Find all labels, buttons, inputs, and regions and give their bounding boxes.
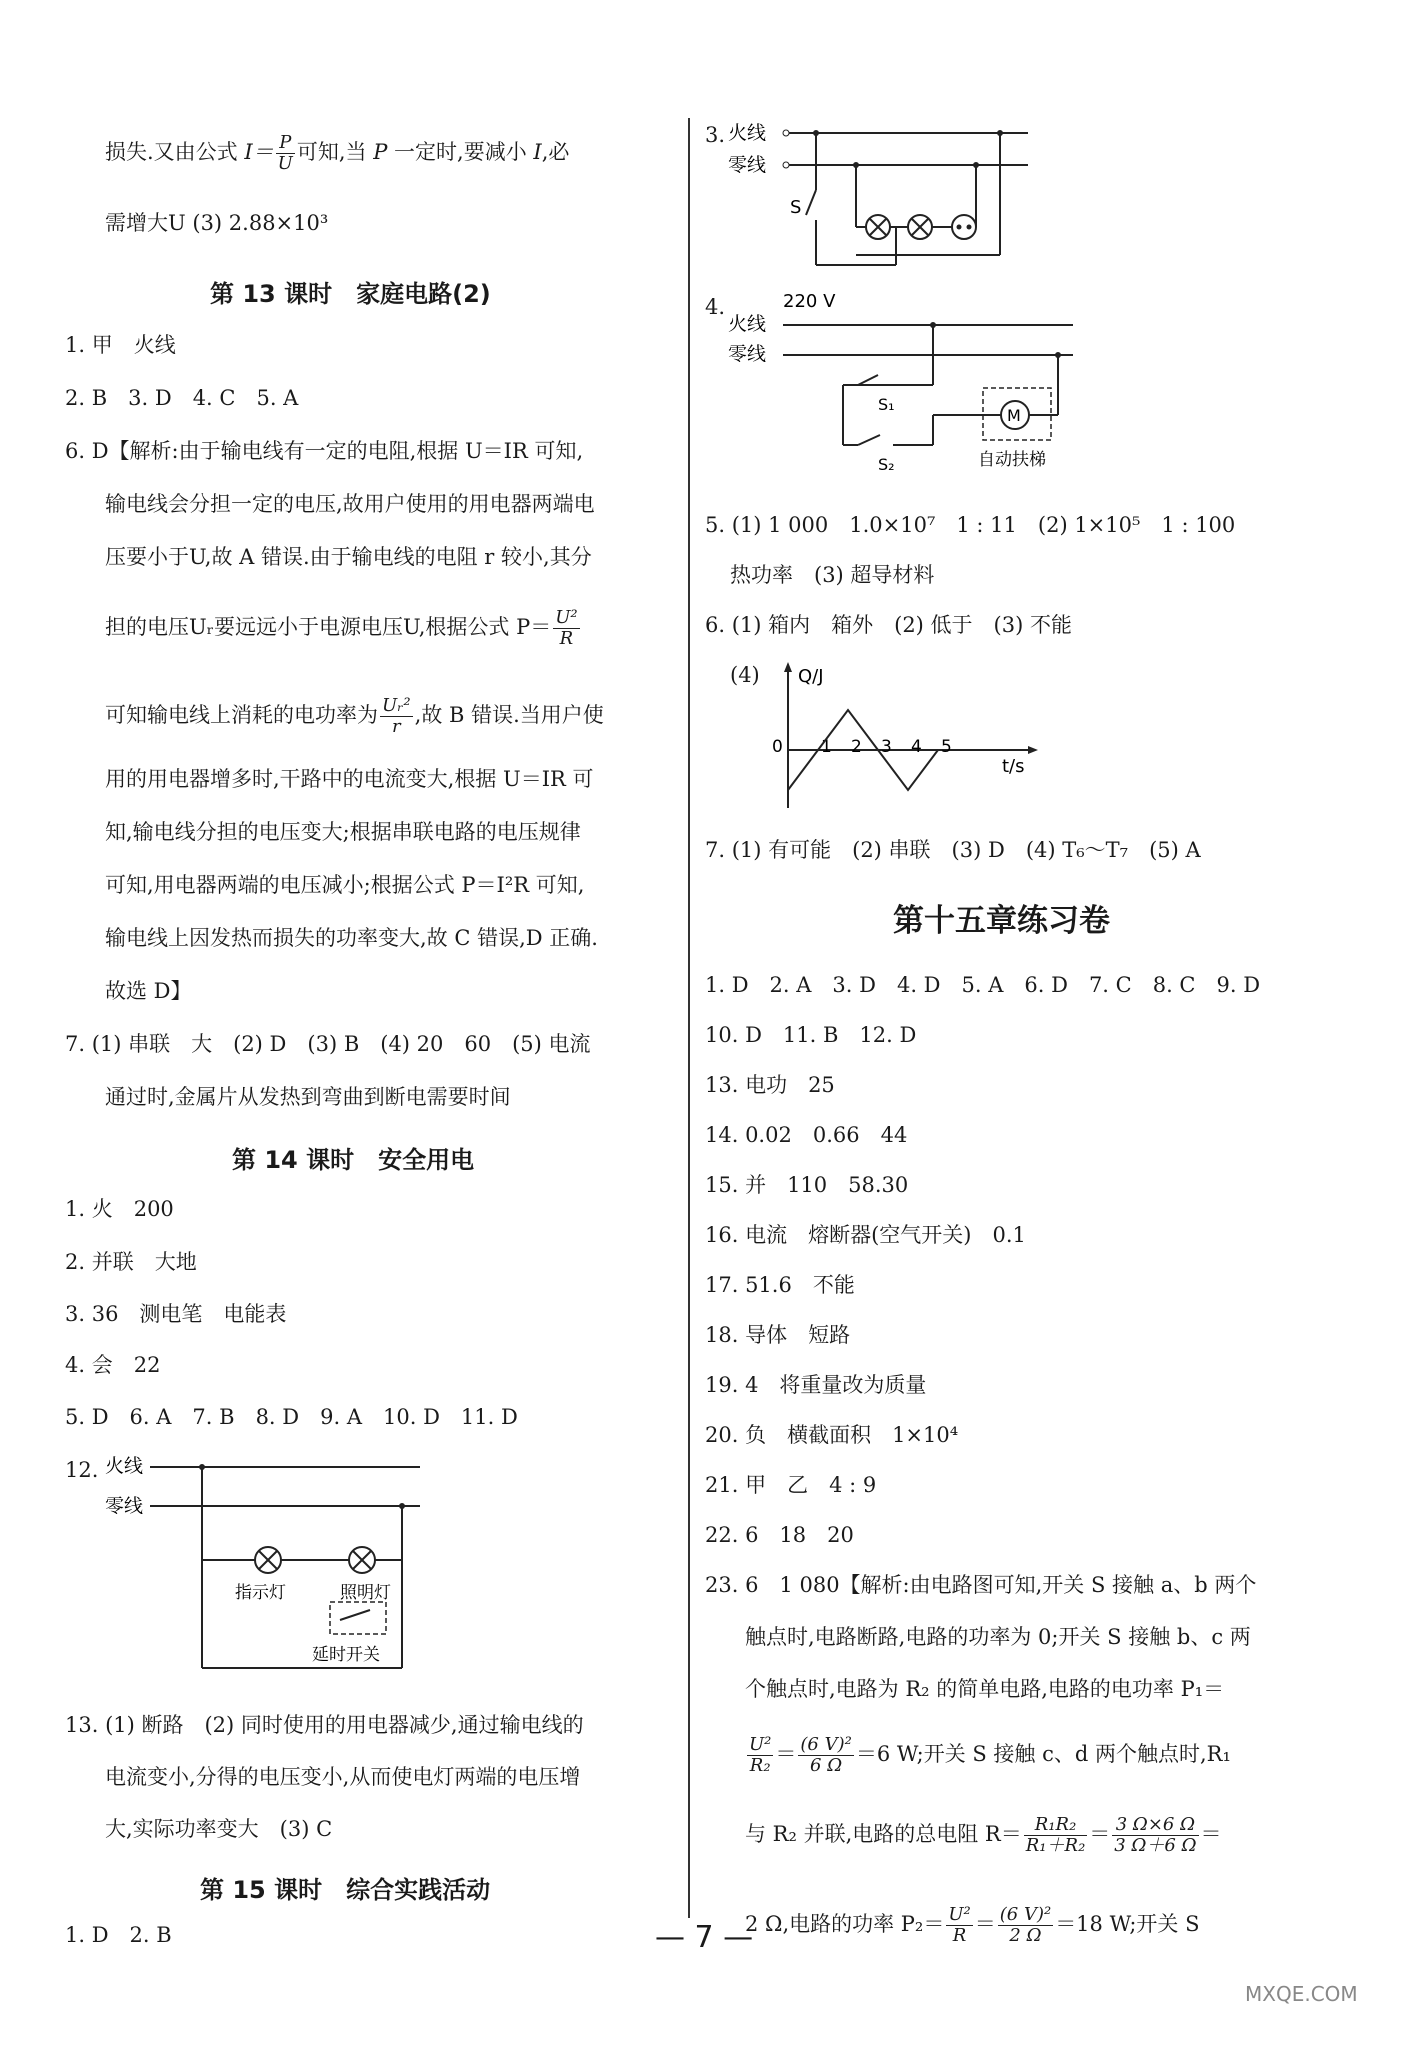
q12-label: 12. bbox=[65, 1458, 99, 1482]
q6-line-10: 故选 D】 bbox=[105, 979, 192, 1003]
r-q7: 7. (1) 有可能 (2) 串联 (3) D (4) T₆～T₇ (5) A bbox=[705, 838, 1201, 862]
s1-label: S₁ bbox=[878, 395, 895, 414]
x-tick-label: 0 bbox=[772, 737, 783, 757]
lighting-label: 照明灯 bbox=[340, 1583, 391, 1603]
x-axis-label: t/s bbox=[1002, 756, 1025, 777]
carry-line-2: 需增大U (3) 2.88×10³ bbox=[105, 211, 329, 235]
heading-lesson-13: 第 13 课时 家庭电路(2) bbox=[210, 280, 491, 308]
q6-line-6: 用的用电器增多时,干路中的电流变大,根据 U＝IR 可 bbox=[105, 767, 594, 791]
r-item-10: 21. 甲 乙 4 : 9 bbox=[705, 1473, 877, 1497]
r-item-0: 1. D 2. A 3. D 4. D 5. A 6. D 7. C 8. C 9. D bbox=[705, 973, 1261, 997]
r-q5-line-1: 热功率 (3) 超导材料 bbox=[730, 563, 935, 587]
r-item-6: 17. 51.6 不能 bbox=[705, 1273, 855, 1297]
q3-live-label: 火线 bbox=[728, 122, 767, 144]
q3-circuit-diagram bbox=[728, 115, 1038, 280]
page-number: — 7 — bbox=[655, 1920, 754, 1955]
q23-line-2: 个触点时,电路为 R₂ 的简单电路,电路的电功率 P₁＝ bbox=[745, 1677, 1225, 1701]
q3-neutral-label: 零线 bbox=[728, 154, 767, 176]
r-q5-line-0: 5. (1) 1 000 1.0×10⁷ 1 : 11 (2) 1×10⁵ 1 : 100 bbox=[705, 513, 1236, 537]
lighting-lamp-icon bbox=[349, 1547, 375, 1573]
q12-live-label: 火线 bbox=[105, 1455, 144, 1477]
lamp-icon bbox=[866, 215, 890, 239]
delay-switch-label: 延时开关 bbox=[312, 1645, 380, 1665]
delay-switch-icon bbox=[330, 1602, 386, 1634]
lamp-icon bbox=[908, 215, 932, 239]
heading-lesson-14: 第 14 课时 安全用电 bbox=[232, 1146, 475, 1174]
q6-line-3: 担的电压Uᵣ要远远小于电源电压U,根据公式 P＝ $\frac{\text{U²}}{R}$ bbox=[105, 607, 578, 649]
y-axis-arrow bbox=[784, 662, 792, 672]
q12-circuit-diagram bbox=[100, 1450, 430, 1690]
q-t-chart bbox=[770, 660, 1040, 810]
l14-item-2: 3. 36 测电笔 电能表 bbox=[65, 1302, 287, 1326]
q12-neutral-label: 零线 bbox=[105, 1495, 144, 1517]
y-axis-label: Q/J bbox=[798, 666, 824, 687]
q3-label: 3. bbox=[705, 123, 726, 147]
l14-item-4: 5. D 6. A 7. B 8. D 9. A 10. D 11. D bbox=[65, 1405, 518, 1429]
l14-item-3: 4. 会 22 bbox=[65, 1353, 161, 1377]
r-item-4: 15. 并 110 58.30 bbox=[705, 1173, 909, 1197]
q6-line-0: 6. D【解析:由于输电线有一定的电阻,根据 U＝IR 可知, bbox=[65, 439, 584, 463]
indicator-label: 指示灯 bbox=[235, 1583, 286, 1603]
switch-s-label: S bbox=[790, 197, 802, 218]
voltage-label: 220 V bbox=[783, 291, 836, 312]
socket-icon bbox=[952, 215, 976, 239]
q6-line-4: 可知输电线上消耗的电功率为 $\frac{\text{Uᵣ²}}{r}$ ,故 B 错误.当用户使 bbox=[105, 695, 604, 737]
motor-icon bbox=[1001, 401, 1029, 429]
l13-q1: 1. 甲 火线 bbox=[65, 333, 176, 357]
q6-line-8: 可知,用电器两端的电压减小;根据公式 P＝I²R 可知, bbox=[105, 873, 585, 897]
l15-items: 1. D 2. B bbox=[65, 1923, 172, 1947]
r-q6: 6. (1) 箱内 箱外 (2) 低于 (3) 不能 bbox=[705, 613, 1072, 637]
x-tick-label: 3 bbox=[881, 737, 892, 757]
r-item-5: 16. 电流 熔断器(空气开关) 0.1 bbox=[705, 1223, 1026, 1247]
r-item-1: 10. D 11. B 12. D bbox=[705, 1023, 917, 1047]
l13-q2: 2. B 3. D 4. C 5. A bbox=[65, 386, 299, 410]
heading-lesson-15: 第 15 课时 综合实践活动 bbox=[200, 1876, 491, 1904]
q4-circuit-diagram bbox=[728, 285, 1088, 480]
r-item-8: 19. 4 将重量改为质量 bbox=[705, 1373, 927, 1397]
s2-label: S₂ bbox=[878, 455, 895, 474]
x-axis-arrow bbox=[1028, 746, 1038, 754]
q6-line-7: 知,输电线分担的电压变大;根据串联电路的电压规律 bbox=[105, 820, 581, 844]
q4-label: 4. bbox=[705, 295, 726, 319]
carry-line-1: 损失.又由公式 I＝ $\frac{P}{U}$ 可知,当 P 一定时,要减小 I,必 bbox=[105, 132, 570, 174]
q6-line-1: 输电线会分担一定的电压,故用户使用的用电器两端电 bbox=[105, 492, 595, 516]
q6-line-9: 输电线上因发热而损失的功率变大,故 C 错误,D 正确. bbox=[105, 926, 598, 950]
q23-line-4: 与 R₂ 并联,电路的总电阻 R＝ $\frac{\text{R₁R₂}}{\text{R₁＋R₂}}$ ＝ $\frac{3 \Omega\times 6 \Omega}{3 \Omega+6 \Omega}$ ＝ bbox=[745, 1814, 1222, 1856]
indicator-lamp-icon bbox=[255, 1547, 281, 1573]
q13-line-0: 13. (1) 断路 (2) 同时使用的用电器减少,通过输电线的 bbox=[65, 1713, 584, 1737]
r-item-3: 14. 0.02 0.66 44 bbox=[705, 1123, 908, 1147]
q23-line-1: 触点时,电路断路,电路的功率为 0;开关 S 接触 b、c 两 bbox=[745, 1625, 1251, 1649]
x-tick-label: 5 bbox=[941, 737, 952, 757]
x-tick-label: 4 bbox=[911, 737, 922, 757]
r-q6-4: (4) bbox=[730, 663, 760, 687]
q4-live-label: 火线 bbox=[728, 313, 767, 335]
q6-line-2: 压要小于U,故 A 错误.由于输电线的电阻 r 较小,其分 bbox=[105, 545, 592, 569]
r-item-9: 20. 负 横截面积 1×10⁴ bbox=[705, 1423, 959, 1447]
q23-line-3: $\frac{\text{U²}}{\text{R₂}}$ ＝ $\frac{\text{(6 V)²}}{6 \Omega}$ ＝6 W;开关 S 接触 c、d 两个触点时,R₁ bbox=[749, 1734, 1231, 1776]
escalator-label: 自动扶梯 bbox=[978, 450, 1046, 470]
q7-line-0: 7. (1) 串联 大 (2) D (3) B (4) 20 60 (5) 电流 bbox=[65, 1032, 591, 1056]
q23-line-0: 23. 6 1 080【解析:由电路图可知,开关 S 接触 a、b 两个 bbox=[705, 1573, 1257, 1597]
l14-item-0: 1. 火 200 bbox=[65, 1197, 174, 1221]
watermark: MXQE.COM bbox=[1245, 1982, 1358, 2006]
q13-line-2: 大,实际功率变大 (3) C bbox=[105, 1817, 333, 1841]
r-item-7: 18. 导体 短路 bbox=[705, 1323, 851, 1347]
q13-line-1: 电流变小,分得的电压变小,从而使电灯两端的电压增 bbox=[105, 1765, 581, 1789]
l14-item-1: 2. 并联 大地 bbox=[65, 1250, 197, 1274]
q4-neutral-label: 零线 bbox=[728, 343, 767, 365]
x-tick-label: 2 bbox=[851, 737, 862, 757]
svg-text:M: M bbox=[1007, 406, 1021, 425]
r-item-11: 22. 6 18 20 bbox=[705, 1523, 854, 1547]
chapter-title: 第十五章练习卷 bbox=[893, 903, 1110, 939]
r-item-2: 13. 电功 25 bbox=[705, 1073, 835, 1097]
q7-line-1: 通过时,金属片从发热到弯曲到断电需要时间 bbox=[105, 1085, 511, 1109]
column-divider bbox=[688, 118, 690, 1918]
x-tick-label: 1 bbox=[821, 737, 832, 757]
q23-line-5: 2 Ω,电路的功率 P₂＝ $\frac{\text{U²}}{R}$ ＝ $\frac{\text{(6 V)²}}{2 \Omega}$ ＝18 W;开关 S bbox=[745, 1904, 1200, 1946]
